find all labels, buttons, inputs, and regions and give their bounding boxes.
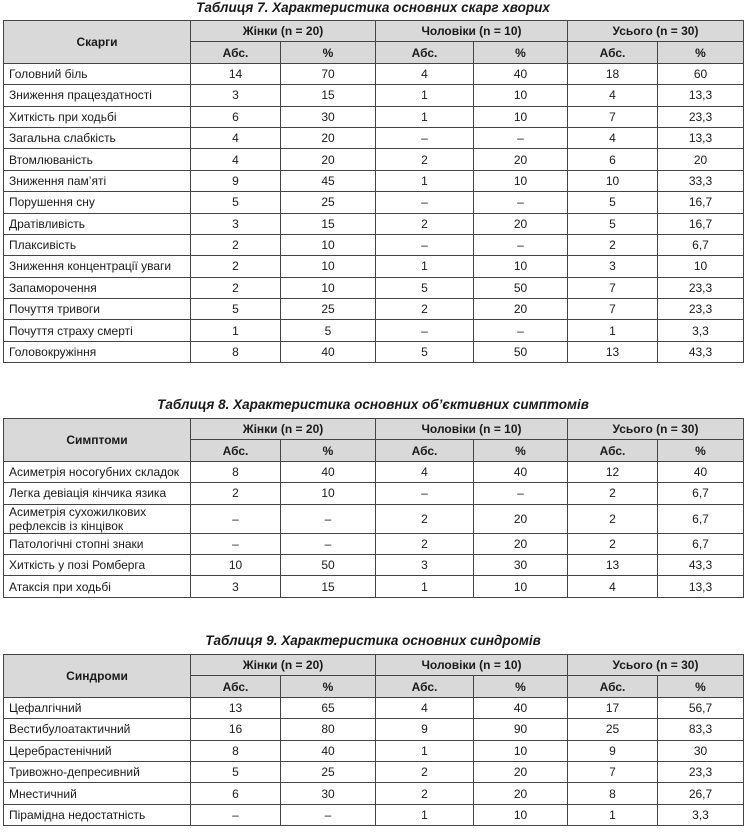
table-row [4,533,744,554]
value-cell: 1 [191,320,281,341]
value-cell: 1 [376,85,474,106]
value-cell: 1 [376,740,474,761]
table-7-title: Таблиця 7. Характеристика основних скарг хворих [196,0,550,15]
value-cell: 3 [376,554,474,575]
row-label: Асиметрія сухожилкових рефлексів із кінцівок [4,504,191,533]
subheader-cell: Абс. [191,440,281,461]
value-cell: 2 [568,533,658,554]
value-cell: 4 [568,576,658,597]
value-cell: – [376,320,474,341]
row-label: Почуття тривоги [4,299,191,320]
value-cell: 16,7 [658,192,744,213]
value-cell: 25 [281,761,376,782]
subheader-cell: % [658,42,744,63]
value-cell: 2 [376,783,474,804]
value-cell: 3,3 [658,804,744,825]
value-cell: 2 [191,256,281,277]
value-cell: 16 [191,719,281,740]
value-cell: 5 [191,761,281,782]
value-cell: 7 [568,761,658,782]
value-cell: – [474,483,568,504]
value-cell: 5 [376,277,474,298]
first-column-header: Скарги [4,21,191,64]
value-cell: 40 [474,63,568,84]
value-cell: 10 [568,170,658,191]
value-cell: 2 [568,234,658,255]
row-label: Хиткість у позі Ромберга [4,554,191,575]
subheader-cell: % [474,42,568,63]
value-cell: 1 [376,106,474,127]
value-cell: – [474,320,568,341]
value-cell: 20 [474,783,568,804]
value-cell: 17 [568,697,658,718]
value-cell: 10 [474,256,568,277]
value-cell: – [191,533,281,554]
value-cell: 56,7 [658,697,744,718]
row-label: Головокружіння [4,341,191,362]
value-cell: 43,3 [658,554,744,575]
value-cell: 1 [376,256,474,277]
value-cell: – [191,804,281,825]
value-cell: 2 [191,277,281,298]
value-cell: 30 [281,106,376,127]
value-cell: 4 [376,461,474,482]
value-cell: 23,3 [658,106,744,127]
value-cell: 45 [281,170,376,191]
value-cell: – [281,504,376,533]
value-cell: 10 [281,483,376,504]
value-cell: 12 [568,461,658,482]
value-cell: 2 [376,213,474,234]
value-cell: 8 [191,461,281,482]
value-cell: 6,7 [658,504,744,533]
table-row [4,740,744,761]
value-cell: 6 [191,783,281,804]
value-cell: 2 [376,761,474,782]
value-cell: 10 [281,234,376,255]
table-row [4,554,744,575]
group-header: Жінки (n = 20) [191,419,376,440]
row-label: Порушення сну [4,192,191,213]
value-cell: 8 [568,783,658,804]
value-cell: 7 [568,277,658,298]
value-cell: 4 [376,697,474,718]
value-cell: 26,7 [658,783,744,804]
value-cell: 16,7 [658,213,744,234]
value-cell: 10 [474,740,568,761]
table-row [4,783,744,804]
row-label: Асиметрія носогубних складок [4,461,191,482]
value-cell: 2 [376,299,474,320]
value-cell: – [376,234,474,255]
value-cell: 1 [568,804,658,825]
value-cell: 5 [191,299,281,320]
value-cell: 80 [281,719,376,740]
value-cell: 7 [568,299,658,320]
header-row [4,21,744,42]
first-column-header: Симптоми [4,419,191,462]
subheader-cell: % [658,440,744,461]
value-cell: 2 [376,149,474,170]
table-row [4,127,744,148]
value-cell: 40 [281,740,376,761]
value-cell: 13,3 [658,85,744,106]
subheader-cell: Абс. [376,676,474,697]
value-cell: – [281,804,376,825]
subheader-cell: % [658,676,744,697]
value-cell: – [474,234,568,255]
value-cell: 23,3 [658,761,744,782]
value-cell: 40 [281,341,376,362]
value-cell: 23,3 [658,277,744,298]
table-row [4,761,744,782]
value-cell: 10 [474,170,568,191]
value-cell: 4 [568,85,658,106]
table-row [4,234,744,255]
value-cell: 70 [281,63,376,84]
value-cell: – [474,127,568,148]
value-cell: 23,3 [658,299,744,320]
value-cell: 18 [568,63,658,84]
value-cell: – [281,533,376,554]
value-cell: 65 [281,697,376,718]
value-cell: 3 [568,256,658,277]
table-row [4,483,744,504]
value-cell: 6 [191,106,281,127]
value-cell: 2 [191,483,281,504]
table-row [4,697,744,718]
table-row [4,192,744,213]
value-cell: 9 [568,740,658,761]
value-cell: 13 [568,341,658,362]
row-label: Почуття страху смерті [4,320,191,341]
value-cell: 50 [474,277,568,298]
value-cell: 8 [191,341,281,362]
value-cell: 6 [568,149,658,170]
value-cell: 50 [474,341,568,362]
value-cell: 15 [281,576,376,597]
value-cell: 10 [281,277,376,298]
value-cell: 2 [568,483,658,504]
value-cell: 83,3 [658,719,744,740]
value-cell: 50 [281,554,376,575]
value-cell: 40 [281,461,376,482]
row-label: Втомлюваність [4,149,191,170]
subheader-cell: % [281,676,376,697]
group-header: Чоловіки (n = 10) [376,21,568,42]
row-label: Вестибулоатактичний [4,719,191,740]
table-row [4,256,744,277]
subheader-cell: Абс. [568,676,658,697]
row-label: Атаксія при ходьбі [4,576,191,597]
row-label: Легка девіація кінчика язика [4,483,191,504]
subheader-cell: Абс. [568,42,658,63]
value-cell: 43,3 [658,341,744,362]
group-header: Усього (n = 30) [568,419,744,440]
subheader-cell: Абс. [568,440,658,461]
table-row [4,170,744,191]
subheader-cell: Абс. [191,676,281,697]
value-cell: 13,3 [658,576,744,597]
subheader-cell: % [281,42,376,63]
value-cell: 30 [281,783,376,804]
value-cell: 90 [474,719,568,740]
value-cell: 9 [191,170,281,191]
value-cell: 1 [376,804,474,825]
value-cell: 3,3 [658,320,744,341]
value-cell: – [474,192,568,213]
value-cell: 33,3 [658,170,744,191]
value-cell: 10 [474,804,568,825]
value-cell: 3 [191,213,281,234]
value-cell: 4 [191,127,281,148]
table-row [4,277,744,298]
row-label: Плаксивість [4,234,191,255]
value-cell: 20 [474,149,568,170]
table-row [4,719,744,740]
value-cell: 25 [281,299,376,320]
value-cell: 3 [191,576,281,597]
row-label: Тривожно-депресивний [4,761,191,782]
subheader-cell: Абс. [376,440,474,461]
group-header: Жінки (n = 20) [191,21,376,42]
row-label: Головний біль [4,63,191,84]
value-cell: 14 [191,63,281,84]
table-row [4,341,744,362]
value-cell: – [376,127,474,148]
value-cell: 6,7 [658,234,744,255]
subheader-cell: % [474,676,568,697]
value-cell: 20 [474,533,568,554]
value-cell: 10 [474,85,568,106]
value-cell: 40 [474,461,568,482]
value-cell: 10 [474,576,568,597]
table-row [4,85,744,106]
table-8-symptoms [3,418,744,598]
value-cell: 40 [474,697,568,718]
row-label: Пірамідна недостатність [4,804,191,825]
value-cell: – [191,504,281,533]
value-cell: 5 [191,192,281,213]
value-cell: – [376,483,474,504]
table-row [4,804,744,825]
value-cell: 1 [568,320,658,341]
value-cell: 20 [474,299,568,320]
value-cell: 30 [658,740,744,761]
value-cell: 3 [191,85,281,106]
header-row [4,419,744,440]
value-cell: 2 [568,504,658,533]
table-row [4,106,744,127]
group-header: Усього (n = 30) [568,21,744,42]
value-cell: 30 [474,554,568,575]
header-row [4,655,744,676]
value-cell: 2 [191,234,281,255]
row-label: Церебрастенічний [4,740,191,761]
group-header: Жінки (n = 20) [191,655,376,676]
subheader-cell: % [281,440,376,461]
row-label: Зниження пам’яті [4,170,191,191]
first-column-header: Синдроми [4,655,191,698]
subheader-cell: Абс. [191,42,281,63]
table-row [4,299,744,320]
value-cell: 15 [281,213,376,234]
row-label: Дратівливість [4,213,191,234]
value-cell: 20 [474,761,568,782]
value-cell: 4 [191,149,281,170]
value-cell: 5 [568,192,658,213]
value-cell: 1 [376,576,474,597]
row-label: Патологічні стопні знаки [4,533,191,554]
row-label: Зниження працездатності [4,85,191,106]
row-label: Хиткість при ходьбі [4,106,191,127]
value-cell: 20 [281,149,376,170]
value-cell: 4 [568,127,658,148]
value-cell: 2 [376,504,474,533]
value-cell: 8 [191,740,281,761]
value-cell: 10 [474,106,568,127]
subheader-cell: Абс. [376,42,474,63]
table-row [4,576,744,597]
value-cell: 10 [191,554,281,575]
value-cell: 13 [568,554,658,575]
table-9-syndromes [3,654,744,826]
group-header: Чоловіки (n = 10) [376,419,568,440]
value-cell: 25 [568,719,658,740]
value-cell: 60 [658,63,744,84]
value-cell: 20 [474,213,568,234]
value-cell: 7 [568,106,658,127]
value-cell: 20 [281,127,376,148]
table-row [4,461,744,482]
table-row [4,63,744,84]
row-label: Загальна слабкість [4,127,191,148]
value-cell: 20 [474,504,568,533]
value-cell: 4 [376,63,474,84]
value-cell: – [376,192,474,213]
table-9-title: Таблиця 9. Характеристика основних синдромів [205,633,541,648]
table-8-title: Таблиця 8. Характеристика основних об’єктивних симптомів [157,397,589,412]
value-cell: 5 [376,341,474,362]
value-cell: 25 [281,192,376,213]
table-row [4,213,744,234]
group-header: Чоловіки (n = 10) [376,655,568,676]
row-label: Мнестичний [4,783,191,804]
value-cell: 6,7 [658,533,744,554]
table-row [4,149,744,170]
value-cell: 40 [658,461,744,482]
table-7-complaints [3,20,744,363]
value-cell: 5 [568,213,658,234]
row-label: Запаморочення [4,277,191,298]
value-cell: 13 [191,697,281,718]
value-cell: 5 [281,320,376,341]
value-cell: 1 [376,170,474,191]
value-cell: 15 [281,85,376,106]
row-label: Зниження концентрації уваги [4,256,191,277]
subheader-cell: % [474,440,568,461]
row-label: Цефалгічний [4,697,191,718]
table-row [4,504,744,533]
group-header: Усього (n = 30) [568,655,744,676]
table-row [4,320,744,341]
value-cell: 13,3 [658,127,744,148]
value-cell: 10 [281,256,376,277]
value-cell: 2 [376,533,474,554]
value-cell: 20 [658,149,744,170]
value-cell: 9 [376,719,474,740]
value-cell: 10 [658,256,744,277]
value-cell: 6,7 [658,483,744,504]
